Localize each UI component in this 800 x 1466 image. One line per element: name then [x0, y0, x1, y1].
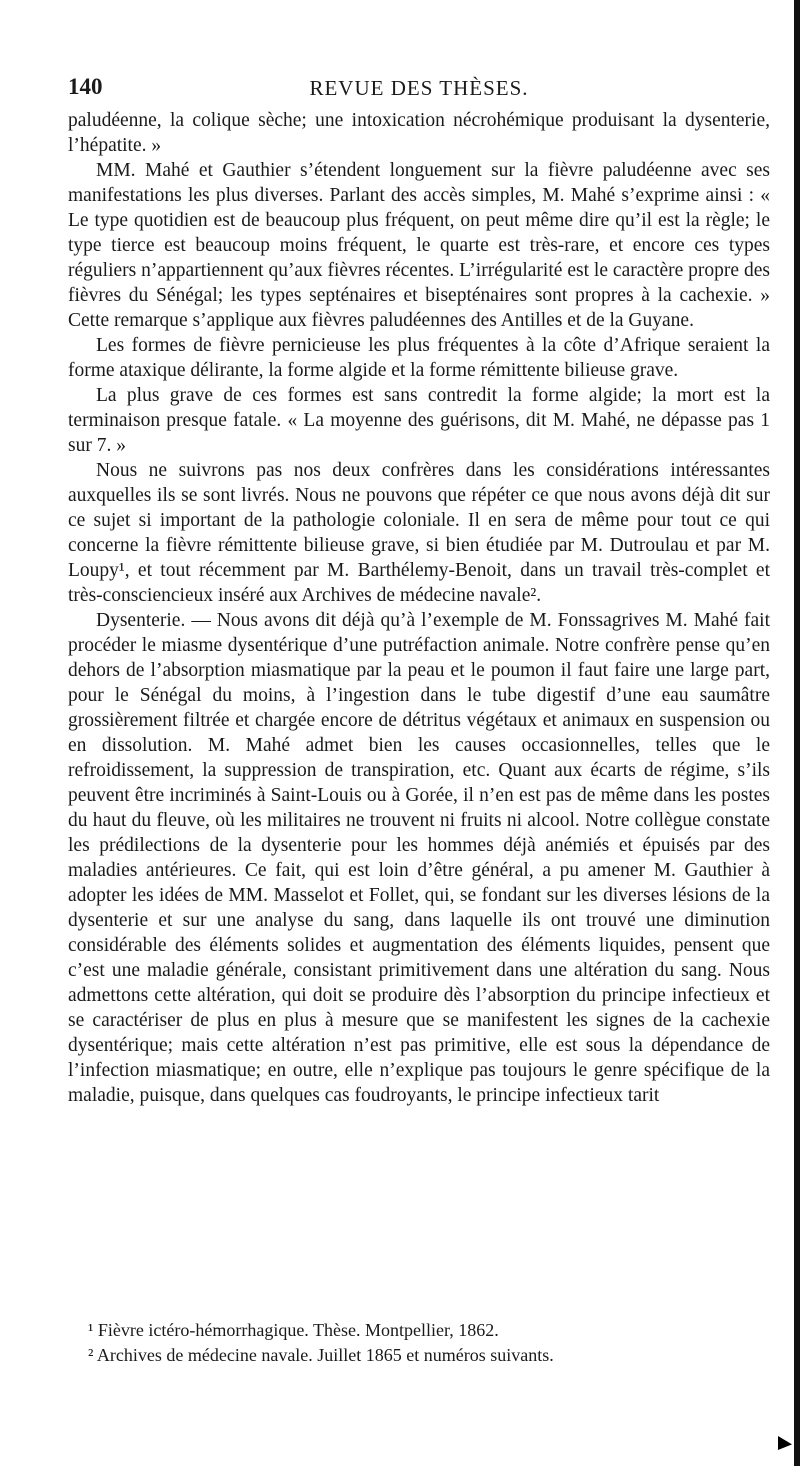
body-text [68, 108, 770, 1108]
paragraph: paludéenne, la colique sèche; une intoxication nécrohémique produisant la dysenterie, l’hépatite. » [68, 110, 770, 156]
paragraph: MM. Mahé et Gauthier s’étendent longuement sur la fièvre paludéenne avec ses manifestations les plus diverses. Parlant des accès simples, M. Mahé s’exprime ainsi : « Le type quotidien est de beaucoup plus fréquent, on peut même dire qu’il est la règle; le type tierce est beaucoup moins fréquent, le quarte est très-rare, et encore ces types réguliers n’appartiennent qu’aux fièvres récentes. L’irrégularité est le caractère propre des fièvres du Sénégal; les types septénaires et bisepténaires sont propres à la cachexie. » Cette remarque s’applique aux fièvres paludéennes des Antilles et de la Guyane. [68, 160, 770, 331]
page-corner-arrow-icon [778, 1436, 792, 1450]
paragraph: Les formes de fièvre pernicieuse les plus fréquentes à la côte d’Afrique seraient la forme ataxique délirante, la forme algide et la forme rémittente bilieuse grave. [68, 335, 770, 381]
page-header [68, 74, 770, 104]
footnotes [68, 1318, 770, 1368]
paragraph: Dysenterie. — Nous avons dit déjà qu’à l’exemple de M. Fonssagrives M. Mahé fait procéder le miasme dysentérique d’une putréfaction animale. Notre confrère pense qu’en dehors de l’absorption miasmatique par la peau et le poumon il faut faire une large part, pour le Sénégal du moins, à l’ingestion dans le tube digestif d’une eau saumâtre grossièrement filtrée et chargée encore de détritus végétaux et animaux en suspension ou en dissolution. M. Mahé admet bien les causes occasionnelles, telles que le refroidissement, la suppression de transpiration, etc. Quant aux écarts de régime, s’ils peuvent être incriminés à Saint-Louis ou à Gorée, il n’en est pas de même dans les postes du haut du fleuve, où les militaires ne trouvent ni fruits ni alcool. Notre collègue constate les prédilections de la dysenterie pour les hommes déjà anémiés et épuisés par des maladies antérieures. Ce fait, qui est loin d’être général, a pu amener M. Gauthier à adopter les idées de MM. Masselot et Follet, qui, se fondant sur les diverses lésions de la dysenterie et sur une analyse du sang, dans laquelle ils ont trouvé une diminution considérable des éléments solides et augmentation des éléments liquides, pensent que c’est une maladie générale, consistant primitivement dans une altération du sang. Nous admettons cette altération, qui doit se produire dès l’absorption du principe infectieux et se caractériser de plus en plus à mesure que se manifestent les signes de la cachexie dysentérique; mais cette altération n’est pas primitive, elle est sous la dépendance de l’infection miasmatique; en outre, elle n’explique pas toujours le genre spécifique de la maladie, puisque, dans quelques cas foudroyants, le principe infectieux tarit [68, 610, 770, 1106]
running-title: REVUE DES THÈSES. [309, 76, 529, 100]
footnote: ² Archives de médecine navale. Juillet 1865 et numéros suivants. [88, 1345, 554, 1365]
page-number: 140 [68, 74, 103, 99]
scan-edge [794, 0, 800, 1466]
paragraph: La plus grave de ces formes est sans contredit la forme algide; la mort est la terminaison presque fatale. « La moyenne des guérisons, dit M. Mahé, ne dépasse pas 1 sur 7. » [68, 385, 770, 456]
paragraph: Nous ne suivrons pas nos deux confrères dans les considérations intéressantes auxquelles ils se sont livrés. Nous ne pouvons que répéter ce que nous avons déjà dit sur ce sujet si important de la pathologie coloniale. Il en sera de même pour tout ce qui concerne la fièvre rémittente bilieuse grave, si bien étudiée par M. Dutroulau et par M. Loupy¹, et tout récemment par M. Barthélemy-Benoit, dans un travail très-complet et très-consciencieux inséré aux Archives de médecine navale². [68, 460, 770, 606]
footnote: ¹ Fièvre ictéro-hémorrhagique. Thèse. Montpellier, 1862. [88, 1320, 499, 1340]
